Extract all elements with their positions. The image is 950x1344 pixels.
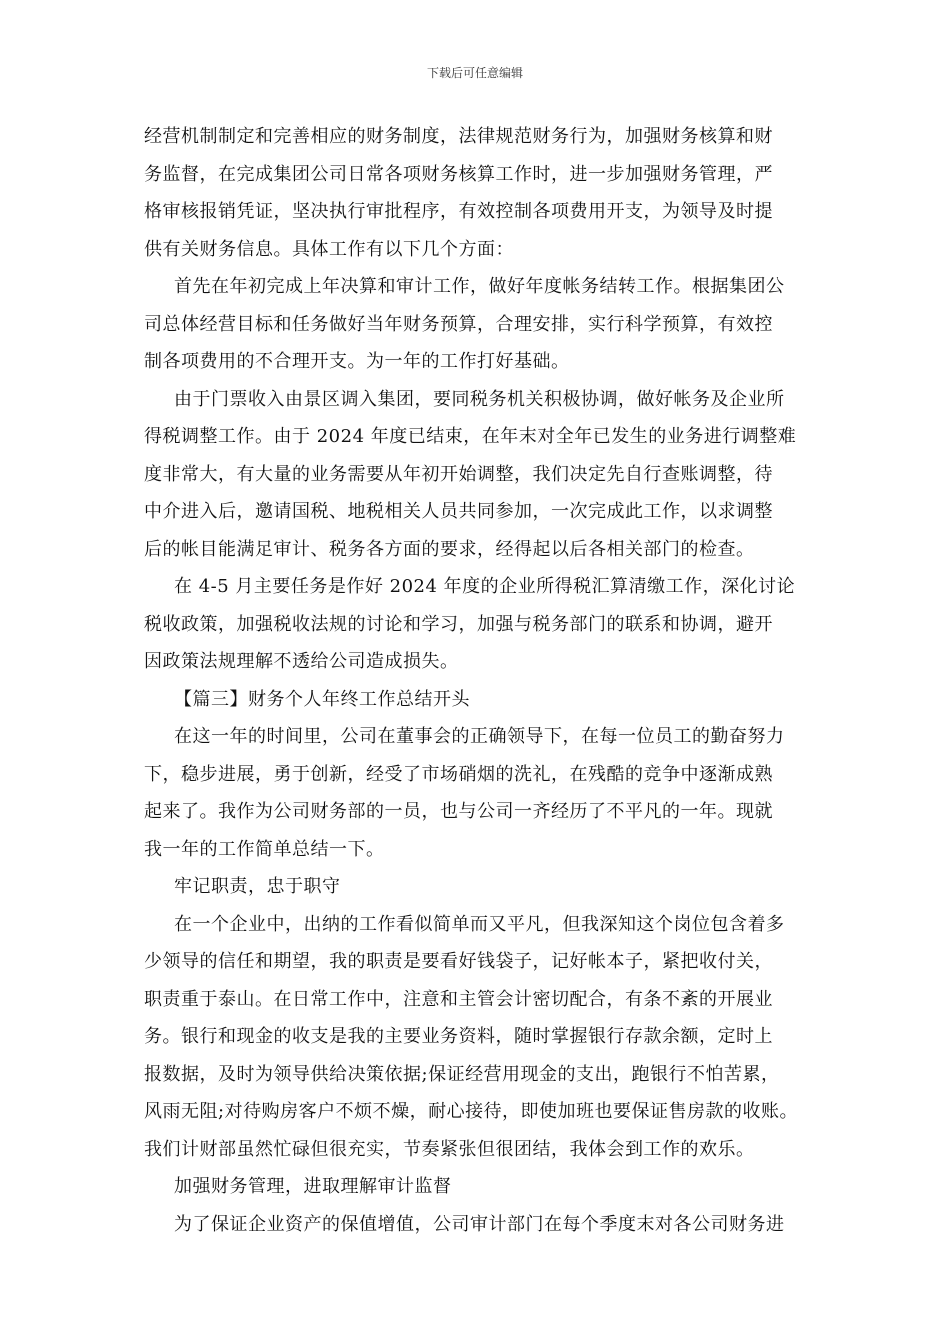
- text-line: 供有关财务信息。具体工作有以下几个方面：: [144, 238, 514, 260]
- text-line: 在 4-5 月主要任务是作好 2024 年度的企业所得税汇算清缴工作，深化讨论: [174, 576, 796, 597]
- text-line: 我们计财部虽然忙碌但很充实，节奏紧张但很团结，我体会到工作的欢乐。: [144, 1138, 755, 1160]
- text-line: 由于门票收入由景区调入集团，要同税务机关积极协调，做好帐务及企业所: [174, 388, 785, 410]
- text-line: 因政策法规理解不透给公司造成损失。: [144, 651, 459, 672]
- text-line: 度非常大，有大量的业务需要从年初开始调整，我们决定先自行查账调整，待: [144, 463, 773, 485]
- text-line: 下，稳步进展，勇于创新，经受了市场硝烟的洗礼，在残酷的竞争中逐渐成熟: [144, 763, 773, 785]
- text-line: 司总体经营目标和任务做好当年财务预算，合理安排，实行科学预算，有效控: [144, 313, 773, 335]
- document-body: [144, 118, 810, 1243]
- text-line: 格审核报销凭证，坚决执行审批程序，有效控制各项费用开支，为领导及时提: [144, 201, 773, 222]
- text-line: 起来了。我作为公司财务部的一员，也与公司一齐经历了不平凡的一年。现就: [144, 801, 773, 822]
- text-line: 经营机制制定和完善相应的财务制度，法律规范财务行为，加强财务核算和财: [144, 126, 773, 147]
- page-header: 下载后可任意编辑: [426, 66, 523, 80]
- text-line: 风雨无阻;对待购房客户不烦不燥，耐心接待，即使加班也要保证售房款的收账。: [144, 1101, 799, 1122]
- text-line: 职责重于泰山。在日常工作中，注意和主管会计密切配合，有条不紊的开展业: [144, 988, 773, 1010]
- section-heading: 【篇三】财务个人年终工作总结开头: [174, 688, 470, 710]
- subheading: 牢记职责，忠于职守: [174, 876, 341, 897]
- text-line: 我一年的工作简单总结一下。: [144, 838, 385, 860]
- text-line: 税收政策，加强税收法规的讨论和学习，加强与税务部门的联系和协调，避开: [144, 613, 773, 635]
- text-line: 报数据，及时为领导供给决策依据;保证经营用现金的支出，跑银行不怕苦累，: [144, 1063, 780, 1085]
- text-line: 在一个企业中，出纳的工作看似简单而又平凡，但我深知这个岗位包含着多: [174, 913, 785, 935]
- text-line: 得税调整工作。由于 2024 年度已结束，在年末对全年已发生的业务进行调整难: [144, 426, 797, 447]
- text-line: 务监督，在完成集团公司日常各项财务核算工作时，进一步加强财务管理，严: [144, 163, 773, 185]
- text-line: 制各项费用的不合理开支。为一年的工作打好基础。: [144, 351, 570, 372]
- text-line: 少领导的信任和期望，我的职责是要看好钱袋子，记好帐本子，紧把收付关，: [144, 951, 773, 972]
- text-line: 中介进入后，邀请国税、地税相关人员共同参加，一次完成此工作，以求调整: [144, 501, 773, 522]
- subheading: 加强财务管理，进取理解审计监督: [174, 1176, 452, 1197]
- text-line: 后的帐目能满足审计、税务各方面的要求，经得起以后各相关部门的检查。: [144, 538, 755, 560]
- text-line: 务。银行和现金的收支是我的主要业务资料，随时掌握银行存款余额，定时上: [144, 1026, 773, 1047]
- text-line: 为了保证企业资产的保值增值，公司审计部门在每个季度末对各公司财务进: [174, 1213, 785, 1235]
- text-line: 在这一年的时间里，公司在董事会的正确领导下，在每一位员工的勤奋努力: [174, 726, 785, 747]
- text-line: 首先在年初完成上年决算和审计工作，做好年度帐务结转工作。根据集团公: [174, 276, 785, 297]
